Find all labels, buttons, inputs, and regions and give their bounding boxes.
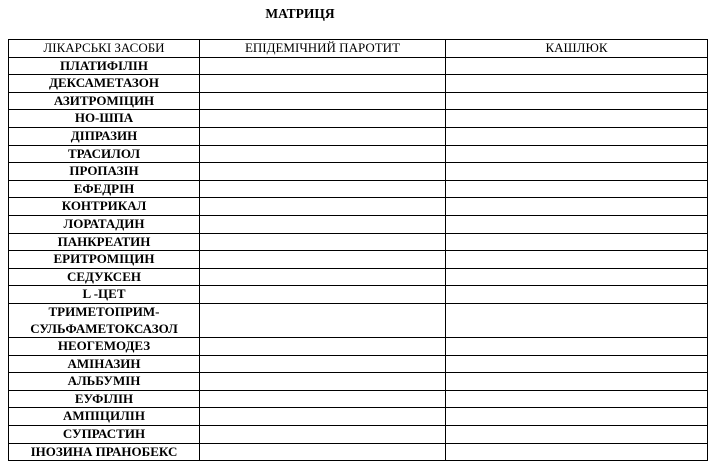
pertussis-cell[interactable] — [446, 408, 708, 426]
mumps-cell[interactable] — [200, 286, 446, 304]
mumps-cell[interactable] — [200, 443, 446, 461]
mumps-cell[interactable] — [200, 390, 446, 408]
mumps-cell[interactable] — [200, 198, 446, 216]
mumps-cell[interactable] — [200, 268, 446, 286]
drug-name-cell: АМПІЦИЛІН — [9, 408, 200, 426]
table-row — [9, 145, 708, 163]
mumps-cell[interactable] — [200, 233, 446, 251]
drug-name-cell: ТРИМЕТОПРИМ- СУЛЬФАМЕТОКСАЗОЛ — [9, 303, 200, 337]
table-row — [9, 198, 708, 216]
mumps-cell[interactable] — [200, 180, 446, 198]
pertussis-cell[interactable] — [446, 268, 708, 286]
column-header-drugs: ЛІКАРСЬКІ ЗАСОБИ — [9, 40, 200, 58]
pertussis-cell[interactable] — [446, 180, 708, 198]
pertussis-cell[interactable] — [446, 303, 708, 337]
drug-name-cell: СЕДУКСЕН — [9, 268, 200, 286]
pertussis-cell[interactable] — [446, 163, 708, 181]
drug-name-cell: ПЛАТИФІЛІН — [9, 57, 200, 75]
table-row — [9, 443, 708, 461]
drug-name-cell: ПРОПАЗІН — [9, 163, 200, 181]
table-row — [9, 373, 708, 391]
pertussis-cell[interactable] — [446, 127, 708, 145]
pertussis-cell[interactable] — [446, 373, 708, 391]
pertussis-cell[interactable] — [446, 338, 708, 356]
pertussis-cell[interactable] — [446, 75, 708, 93]
drug-name-cell: НО-ШПА — [9, 110, 200, 128]
pertussis-cell[interactable] — [446, 355, 708, 373]
table-row — [9, 426, 708, 444]
pertussis-cell[interactable] — [446, 198, 708, 216]
drug-name-cell: СУПРАСТИН — [9, 426, 200, 444]
column-header-pertussis: КАШЛЮК — [446, 40, 708, 58]
pertussis-cell[interactable] — [446, 215, 708, 233]
mumps-cell[interactable] — [200, 338, 446, 356]
mumps-cell[interactable] — [200, 75, 446, 93]
table-row — [9, 390, 708, 408]
drug-name-cell: ДЕКСАМЕТАЗОН — [9, 75, 200, 93]
column-header-mumps: ЕПІДЕМІЧНИЙ ПАРОТИТ — [200, 40, 446, 58]
table-row — [9, 127, 708, 145]
mumps-cell[interactable] — [200, 92, 446, 110]
pertussis-cell[interactable] — [446, 443, 708, 461]
drug-name-cell: L -ЦЕТ — [9, 286, 200, 304]
pertussis-cell[interactable] — [446, 110, 708, 128]
drug-name-cell: ТРАСИЛОЛ — [9, 145, 200, 163]
document-title: МАТРИЦЯ — [265, 6, 335, 21]
drug-name-cell: АМІНАЗИН — [9, 355, 200, 373]
table-row — [9, 75, 708, 93]
mumps-cell[interactable] — [200, 426, 446, 444]
table-row — [9, 215, 708, 233]
pertussis-cell[interactable] — [446, 426, 708, 444]
pertussis-cell[interactable] — [446, 57, 708, 75]
drug-name-cell: АЛЬБУМІН — [9, 373, 200, 391]
table-row — [9, 57, 708, 75]
pertussis-cell[interactable] — [446, 390, 708, 408]
drug-matrix-table — [8, 39, 708, 461]
mumps-cell[interactable] — [200, 303, 446, 337]
mumps-cell[interactable] — [200, 373, 446, 391]
mumps-cell[interactable] — [200, 127, 446, 145]
table-row — [9, 268, 708, 286]
drug-name-cell: НЕОГЕМОДЕЗ — [9, 338, 200, 356]
drug-name-cell: ЛОРАТАДИН — [9, 215, 200, 233]
mumps-cell[interactable] — [200, 355, 446, 373]
table-row — [9, 92, 708, 110]
table-row — [9, 110, 708, 128]
drug-name-cell: ЕУФІЛІН — [9, 390, 200, 408]
table-row — [9, 303, 708, 337]
table-row — [9, 355, 708, 373]
table-row — [9, 180, 708, 198]
header-row — [9, 40, 708, 58]
mumps-cell[interactable] — [200, 110, 446, 128]
table-row — [9, 408, 708, 426]
mumps-cell[interactable] — [200, 145, 446, 163]
drug-name-cell: ЕРИТРОМІЦИН — [9, 251, 200, 269]
mumps-cell[interactable] — [200, 408, 446, 426]
drug-name-cell: КОНТРИКАЛ — [9, 198, 200, 216]
table-row — [9, 251, 708, 269]
table-row — [9, 233, 708, 251]
mumps-cell[interactable] — [200, 57, 446, 75]
mumps-cell[interactable] — [200, 163, 446, 181]
drug-name-cell: ІНОЗИНА ПРАНОБЕКС — [9, 443, 200, 461]
pertussis-cell[interactable] — [446, 145, 708, 163]
table-row — [9, 163, 708, 181]
pertussis-cell[interactable] — [446, 92, 708, 110]
drug-name-cell: АЗИТРОМІЦИН — [9, 92, 200, 110]
table-row — [9, 338, 708, 356]
drug-name-cell: ДІПРАЗИН — [9, 127, 200, 145]
pertussis-cell[interactable] — [446, 233, 708, 251]
mumps-cell[interactable] — [200, 215, 446, 233]
pertussis-cell[interactable] — [446, 251, 708, 269]
table-row — [9, 286, 708, 304]
drug-name-cell: ПАНКРЕАТИН — [9, 233, 200, 251]
mumps-cell[interactable] — [200, 251, 446, 269]
drug-name-cell: ЕФЕДРІН — [9, 180, 200, 198]
pertussis-cell[interactable] — [446, 286, 708, 304]
